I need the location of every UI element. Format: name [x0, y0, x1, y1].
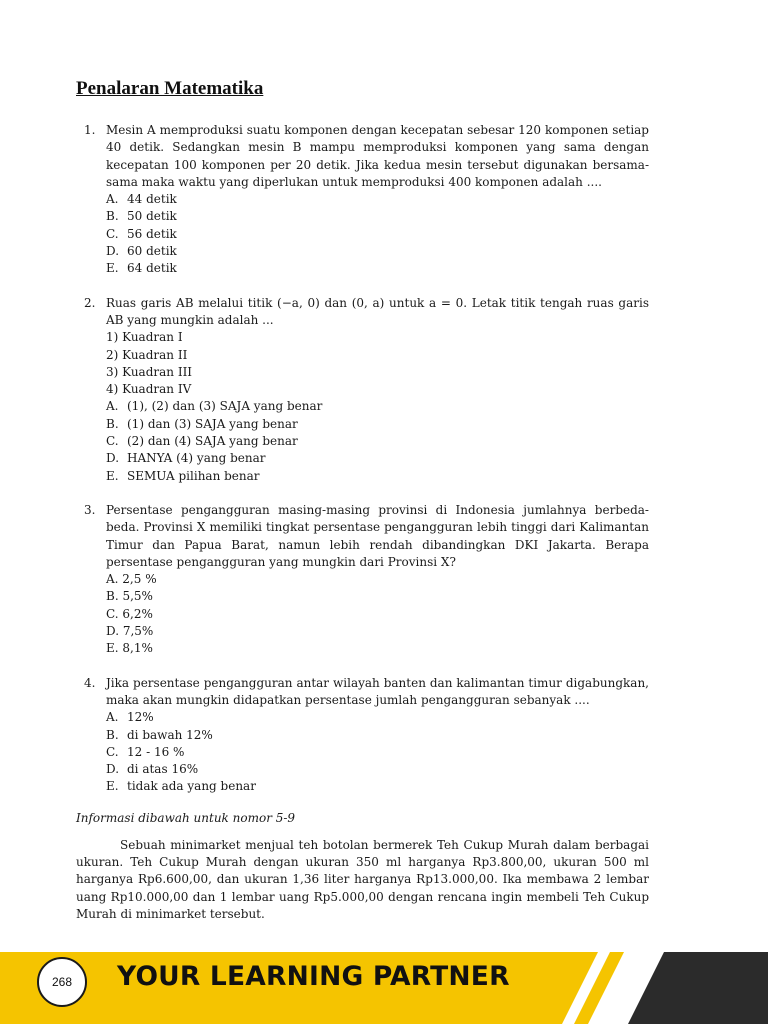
option-text: di atas 16%: [127, 762, 199, 777]
option-e: [106, 260, 649, 277]
question-3: [76, 502, 649, 658]
page-content: [76, 78, 649, 923]
option-text: (1) dan (3) SAJA yang benar: [127, 416, 298, 431]
option-d: [106, 243, 649, 260]
option-letter: A.: [106, 192, 119, 207]
info-paragraph: Sebuah minimarket menjual teh botolan bermerek Teh Cukup Murah dalam berbagai ukuran. Teh Cukup Murah dengan ukuran 350 ml harganya Rp3.800,00, ukuran 500 ml harganya Rp6.600,00, dan ukuran 1,36 liter harganya Rp13.000,00. Ika membawa 2 lembar uang Rp10.000,00 dan 1 lembar uang Rp5.000,00 dengan rencana ingin membeli Teh Cukup Murah di minimarket tersebut.: [76, 837, 649, 921]
question-1: [76, 122, 649, 278]
option-text: 12%: [127, 710, 154, 725]
option-letter: D.: [106, 451, 120, 466]
option-text: HANYA (4) yang benar: [127, 451, 266, 466]
option-letter: A.: [106, 399, 119, 414]
option-text: 60 detik: [127, 244, 177, 259]
option-b: [106, 727, 649, 744]
option-a: [106, 398, 649, 415]
option-letter: B.: [106, 727, 119, 742]
section-title: Penalaran Matematika: [76, 78, 264, 99]
option-b: [106, 416, 649, 433]
option-b: B. 5,5%: [106, 589, 153, 604]
option-letter: B.: [106, 416, 119, 431]
option-c: [106, 226, 649, 243]
option-letter: D.: [106, 244, 120, 259]
option-b: [106, 208, 649, 225]
option-letter: C.: [106, 434, 119, 449]
question-number: 1.: [84, 123, 96, 137]
option-text: di bawah 12%: [127, 727, 213, 742]
option-d: [106, 450, 649, 467]
option-a: A. 2,5 %: [106, 572, 157, 587]
option-text: 56 detik: [127, 226, 177, 241]
option-e: [106, 778, 649, 795]
question-number: 4.: [84, 675, 96, 690]
option-letter: D.: [106, 762, 120, 777]
page-number: 268: [37, 957, 87, 1007]
option-letter: E.: [106, 779, 119, 794]
option-text: 44 detik: [127, 192, 177, 207]
footer-dark-band: [628, 952, 768, 1024]
option-text: tidak ada yang benar: [127, 779, 256, 794]
option-c: [106, 433, 649, 450]
option-letter: B.: [106, 209, 119, 224]
option-text: 12 - 16 %: [127, 744, 185, 759]
option-d: [106, 761, 649, 778]
footer-tagline: YOUR LEARNING PARTNER: [117, 961, 510, 992]
option-e: E. 8,1%: [106, 641, 153, 656]
option-letter: C.: [106, 226, 119, 241]
question-stem: Persentase pengangguran masing-masing provinsi di Indonesia jumlahnya berbeda-beda. Provinsi X memiliki tingkat persentase pengangguran lebih tinggi dari Kalimantan Timur dan Papua Barat, namun lebih rendah dibandingkan DKI Jakarta. Berapa persentase pengangguran yang mungkin dari Provinsi X?: [106, 502, 649, 569]
option-e: [106, 468, 649, 485]
statement-4: 4) Kuadran IV: [106, 382, 192, 397]
option-text: 64 detik: [127, 261, 177, 276]
option-c: C. 6,2%: [106, 606, 153, 621]
option-letter: E.: [106, 261, 119, 276]
option-c: [106, 744, 649, 761]
question-stem: Ruas garis AB melalui titik (−a, 0) dan (0, a) untuk a = 0. Letak titik tengah ruas garis AB yang mungkin adalah ...: [106, 295, 649, 327]
option-text: (1), (2) dan (3) SAJA yang benar: [127, 399, 323, 414]
question-stem: Mesin A memproduksi suatu komponen dengan kecepatan sebesar 120 komponen setiap 40 detik. Sedangkan mesin B mampu memproduksi komponen yang sama dengan kecepatan 100 komponen per 20 detik. Jika kedua mesin tersebut digunakan bersama-sama maka waktu yang diperlukan untuk memproduksi 400 komponen adalah ....: [106, 123, 649, 189]
option-text: (2) dan (4) SAJA yang benar: [127, 434, 298, 449]
option-a: [106, 709, 649, 726]
option-text: 50 detik: [127, 209, 177, 224]
statement-3: 3) Kuadran III: [106, 364, 193, 379]
statement-1: 1) Kuadran I: [106, 330, 183, 345]
option-d: D. 7,5%: [106, 624, 154, 639]
option-letter: E.: [106, 468, 119, 483]
info-title: Informasi dibawah untuk nomor 5-9: [76, 810, 296, 825]
option-a: [106, 191, 649, 208]
question-2: [76, 295, 649, 485]
question-4: [76, 675, 649, 796]
option-text: SEMUA pilihan benar: [127, 468, 260, 483]
option-letter: A.: [106, 710, 119, 725]
question-stem: Jika persentase pengangguran antar wilayah banten dan kalimantan timur digabungkan, maka akan mungkin didapatkan persentase jumlah pengangguran sebanyak ....: [106, 675, 649, 707]
question-number: 2.: [84, 295, 96, 310]
question-number: 3.: [84, 502, 96, 517]
option-letter: C.: [106, 744, 119, 759]
statement-2: 2) Kuadran II: [106, 347, 188, 362]
